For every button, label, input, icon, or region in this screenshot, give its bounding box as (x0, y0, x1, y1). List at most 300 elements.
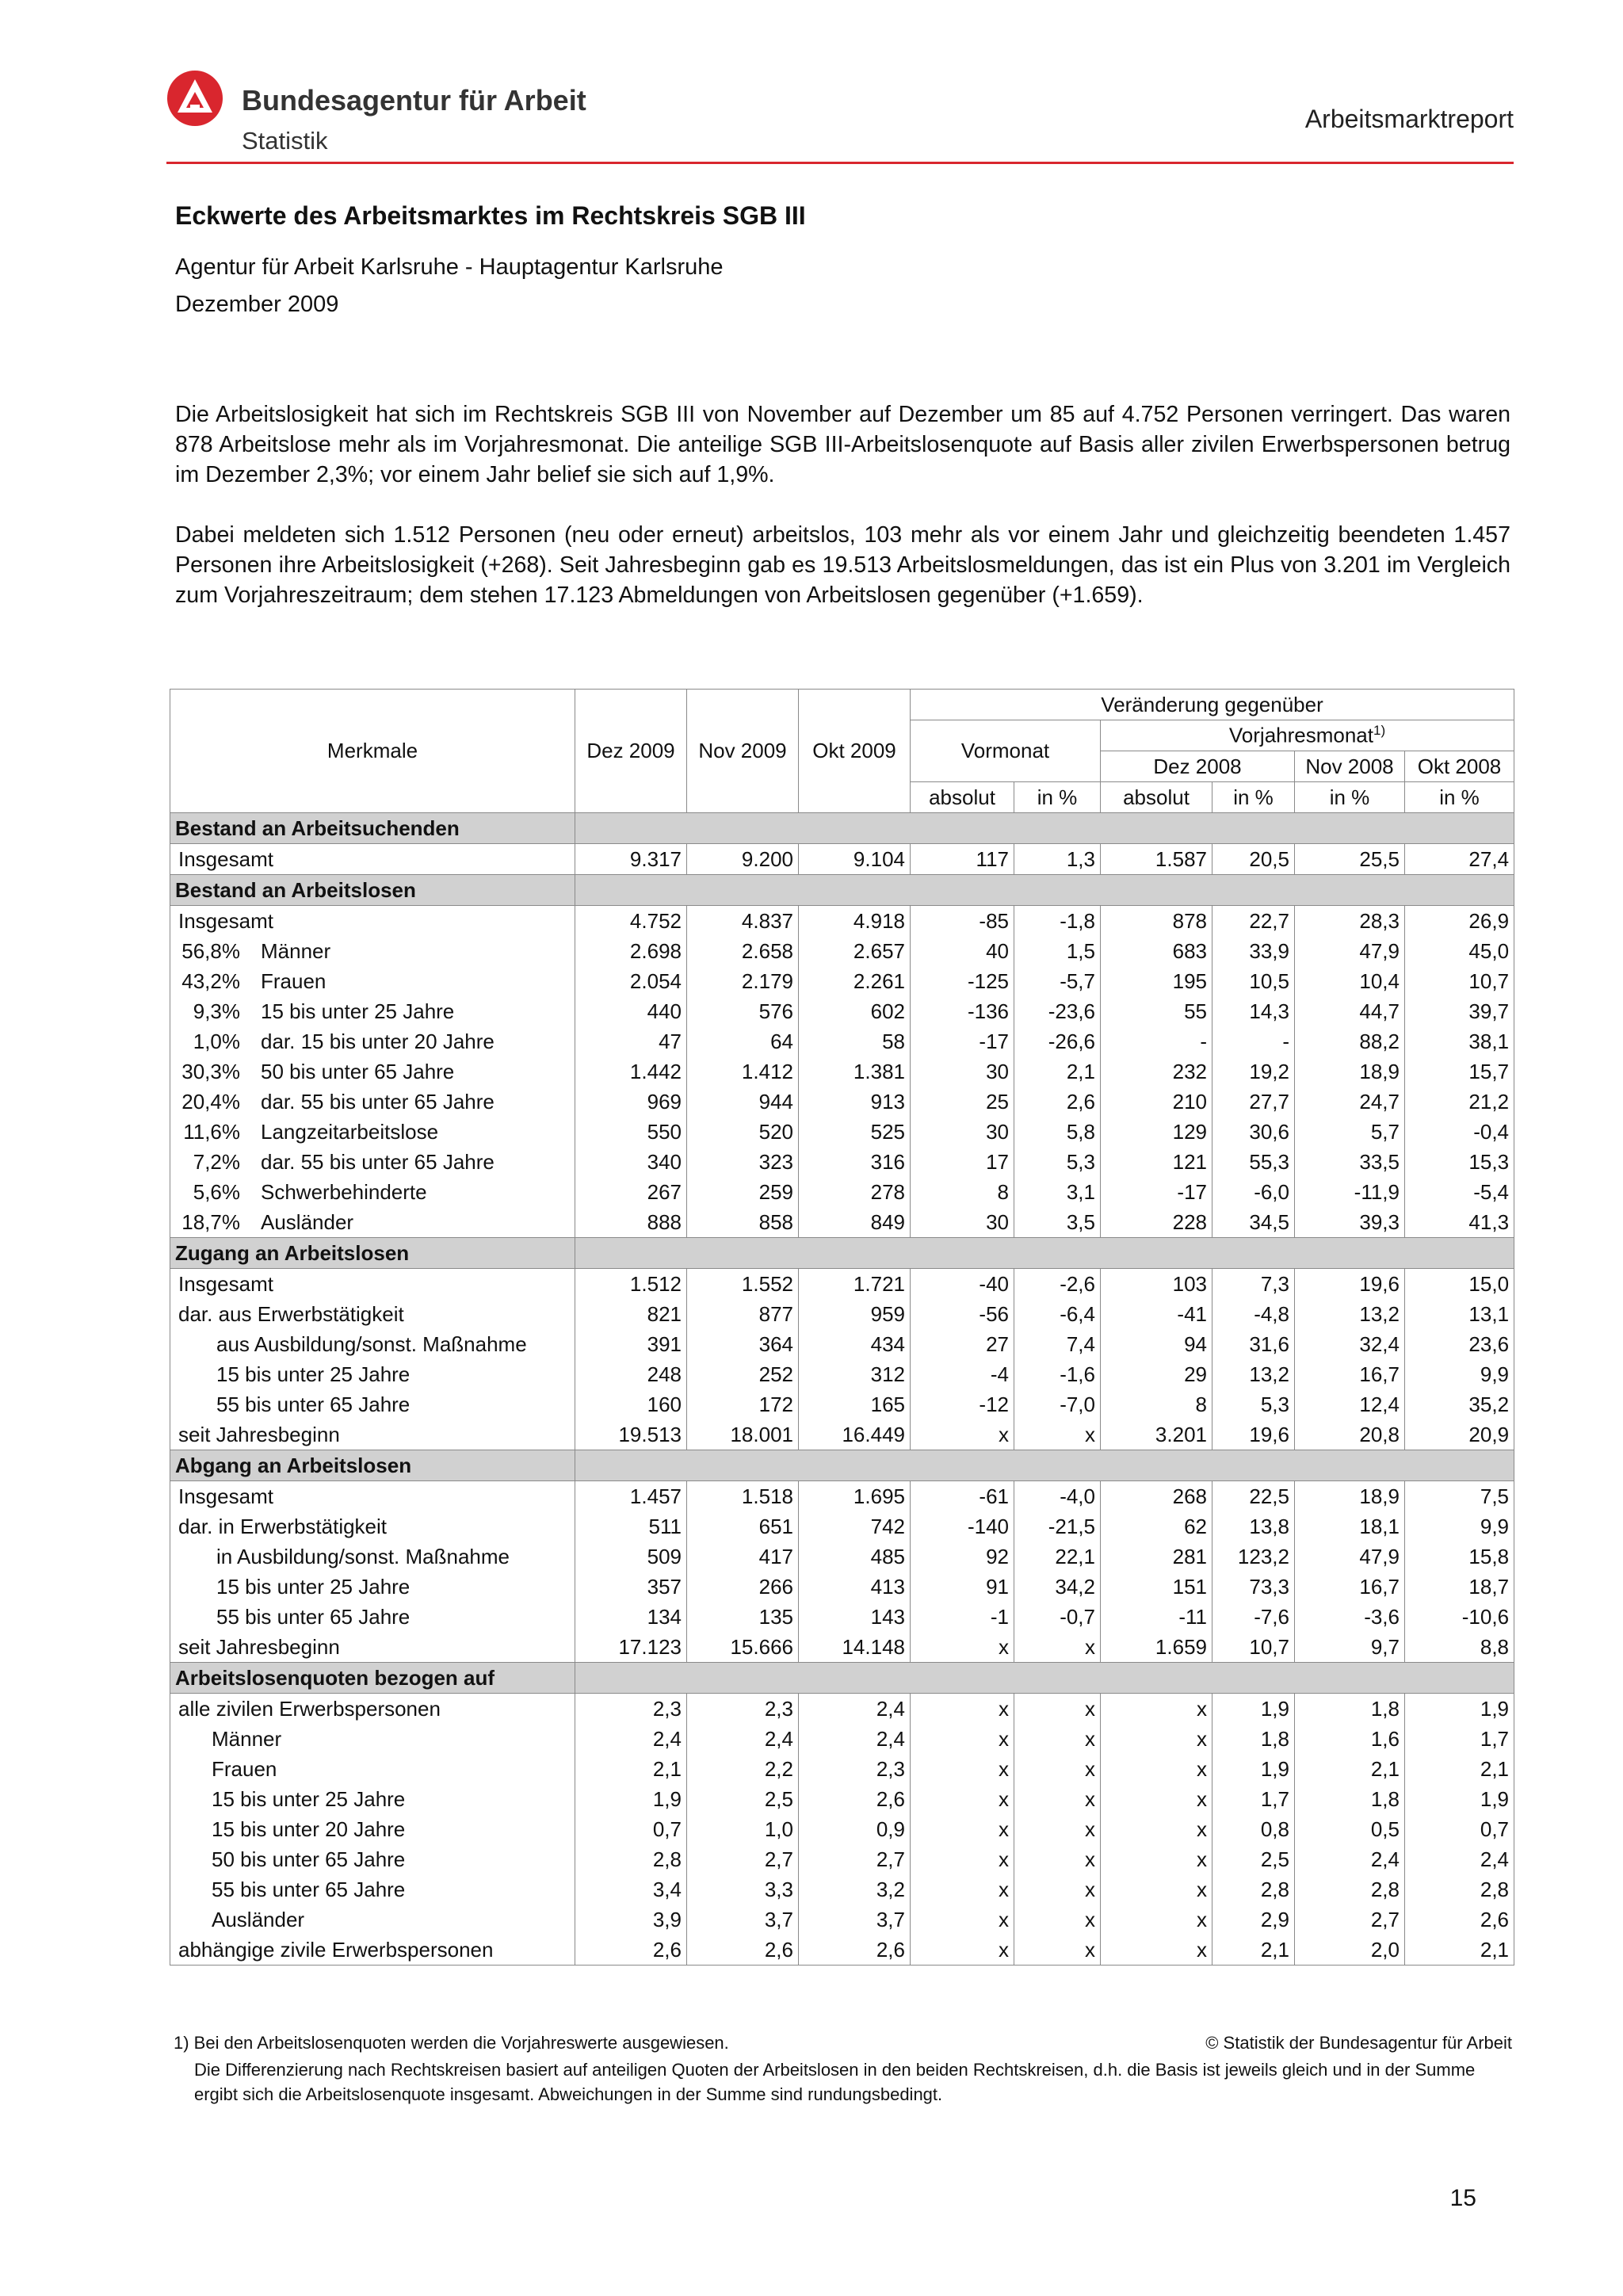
source-note: © Statistik der Bundesagentur für Arbeit (1205, 2033, 1512, 2053)
table-cell: x (1014, 1694, 1101, 1725)
row-label (170, 1632, 575, 1663)
table-cell: 12,4 (1295, 1389, 1405, 1419)
section-title: Bestand an Arbeitslosen (170, 875, 575, 906)
table-cell: x (911, 1724, 1014, 1754)
table-cell: x (1014, 1632, 1101, 1663)
section-header (170, 1238, 1514, 1269)
row-label (170, 1541, 575, 1572)
table-cell: -26,6 (1014, 1026, 1101, 1056)
report-month: Dezember 2009 (175, 292, 339, 317)
table-row (170, 1784, 1514, 1814)
table-cell: x (911, 1814, 1014, 1844)
table-cell: 135 (687, 1602, 799, 1632)
table-cell: 10,7 (1405, 966, 1514, 996)
org-subtitle: Statistik (242, 127, 328, 155)
row-label-text: Schwerbehinderte (261, 1179, 427, 1204)
table-cell: 5,7 (1295, 1117, 1405, 1147)
table-cell: 195 (1101, 966, 1212, 996)
table-cell: 0,8 (1212, 1814, 1295, 1844)
row-label (170, 906, 575, 937)
table-cell: 8 (1101, 1389, 1212, 1419)
table-cell: 22,1 (1014, 1541, 1101, 1572)
row-label-text: 15 bis unter 25 Jahre (261, 999, 455, 1023)
table-cell: 9,7 (1295, 1632, 1405, 1663)
table-cell: 27,4 (1405, 844, 1514, 875)
table-cell: 2,4 (1295, 1844, 1405, 1874)
table-row (170, 1754, 1514, 1784)
row-label-text: 50 bis unter 65 Jahre (261, 1059, 455, 1083)
table-cell: 16,7 (1295, 1572, 1405, 1602)
table-cell: 2.054 (575, 966, 687, 996)
table-cell: x (911, 1784, 1014, 1814)
row-label-text: Frauen (261, 968, 327, 993)
ba-logo-icon (166, 70, 223, 127)
table-cell: 2,9 (1212, 1904, 1295, 1935)
table-cell: 2,1 (1295, 1754, 1405, 1784)
table-cell: x (1014, 1419, 1101, 1450)
table-cell: 47,9 (1295, 936, 1405, 966)
row-share: 9,3% (193, 999, 240, 1023)
table-cell: -4,8 (1212, 1299, 1295, 1329)
table-cell: 602 (799, 996, 911, 1026)
table-row (170, 1419, 1514, 1450)
table-cell: 259 (687, 1177, 799, 1207)
table-cell: 17.123 (575, 1632, 687, 1663)
table-cell: 0,7 (575, 1814, 687, 1844)
table-cell: x (1101, 1814, 1212, 1844)
table-cell: 888 (575, 1207, 687, 1238)
table-cell: 858 (687, 1207, 799, 1238)
table-row (170, 1481, 1514, 1512)
row-label (170, 1904, 575, 1935)
table-cell: 28,3 (1295, 906, 1405, 937)
row-label (170, 1602, 575, 1632)
table-cell: 64 (687, 1026, 799, 1056)
row-label-text: 15 bis unter 20 Jahre (212, 1817, 406, 1841)
table-cell: 24,7 (1295, 1087, 1405, 1117)
table-cell: 0,7 (1405, 1814, 1514, 1844)
row-label (170, 1724, 575, 1754)
report-label: Arbeitsmarktreport (1304, 105, 1514, 133)
row-label-text: Insgesamt (178, 846, 273, 871)
row-share: 1,0% (193, 1029, 240, 1053)
table-cell: 2,6 (575, 1935, 687, 1966)
row-label-text: dar. in Erwerbstätigkeit (178, 1514, 388, 1538)
table-cell: -4 (911, 1359, 1014, 1389)
row-label (170, 1269, 575, 1300)
table-cell: 1,6 (1295, 1724, 1405, 1754)
table-cell: 228 (1101, 1207, 1212, 1238)
table-cell: -10,6 (1405, 1602, 1514, 1632)
table-cell: 19.513 (575, 1419, 687, 1450)
row-label (170, 1207, 575, 1238)
table-cell: 959 (799, 1299, 911, 1329)
table-cell: x (1101, 1784, 1212, 1814)
table-cell: 550 (575, 1117, 687, 1147)
table-cell: 2,8 (1405, 1874, 1514, 1904)
table-row (170, 1694, 1514, 1725)
table-cell: 15,7 (1405, 1056, 1514, 1087)
table-row (170, 1844, 1514, 1874)
table-cell: 232 (1101, 1056, 1212, 1087)
table-cell: 2,4 (575, 1724, 687, 1754)
table-cell: 45,0 (1405, 936, 1514, 966)
table-cell: -7,0 (1014, 1389, 1101, 1419)
table-cell: 13,2 (1295, 1299, 1405, 1329)
row-label-text: 55 bis unter 65 Jahre (216, 1392, 411, 1416)
table-cell: 14.148 (799, 1632, 911, 1663)
table-cell: 2,6 (799, 1784, 911, 1814)
row-label-text: 55 bis unter 65 Jahre (212, 1877, 406, 1901)
section-header (170, 1663, 1514, 1694)
table-cell: 2,4 (687, 1724, 799, 1754)
table-cell: 165 (799, 1389, 911, 1419)
table-cell: x (1014, 1935, 1101, 1966)
table-cell: 1.552 (687, 1269, 799, 1300)
table-cell: 877 (687, 1299, 799, 1329)
table-cell: -12 (911, 1389, 1014, 1419)
table-cell: 2,0 (1295, 1935, 1405, 1966)
row-label-text: Frauen (212, 1756, 277, 1781)
labor-market-table (170, 689, 1514, 1966)
header-nov-2009: Nov 2009 (687, 690, 799, 813)
table-row (170, 1541, 1514, 1572)
table-cell: 19,6 (1295, 1269, 1405, 1300)
table-cell: 357 (575, 1572, 687, 1602)
table-row (170, 1572, 1514, 1602)
row-label (170, 1935, 575, 1966)
table-cell: -7,6 (1212, 1602, 1295, 1632)
table-cell: 3,9 (575, 1904, 687, 1935)
table-cell: 2,8 (575, 1844, 687, 1874)
table-cell: 2,4 (799, 1724, 911, 1754)
table-cell: x (1101, 1694, 1212, 1725)
table-cell: 364 (687, 1329, 799, 1359)
table-row (170, 844, 1514, 875)
table-cell: 4.918 (799, 906, 911, 937)
table-cell: 16.449 (799, 1419, 911, 1450)
table-row (170, 1935, 1514, 1966)
table-cell: 30 (911, 1056, 1014, 1087)
row-label-text: dar. 55 bis unter 65 Jahre (261, 1089, 495, 1114)
table-cell: 33,9 (1212, 936, 1295, 966)
table-cell: 26,9 (1405, 906, 1514, 937)
table-row (170, 1632, 1514, 1663)
row-label-text: seit Jahresbeginn (178, 1422, 340, 1446)
table-cell: -23,6 (1014, 996, 1101, 1026)
table-cell: 2,1 (1014, 1056, 1101, 1087)
row-label-text: alle zivilen Erwerbspersonen (178, 1696, 441, 1721)
table-cell: 440 (575, 996, 687, 1026)
table-cell: 35,2 (1405, 1389, 1514, 1419)
row-label (170, 1511, 575, 1541)
table-cell: 2,8 (1212, 1874, 1295, 1904)
table-cell: x (1101, 1844, 1212, 1874)
table-row (170, 936, 1514, 966)
table-cell: x (1014, 1784, 1101, 1814)
table-cell: x (1101, 1904, 1212, 1935)
table-cell: 742 (799, 1511, 911, 1541)
table-cell: 3.201 (1101, 1419, 1212, 1450)
row-label (170, 1177, 575, 1207)
table-cell: 2,5 (1212, 1844, 1295, 1874)
table-cell: 13,1 (1405, 1299, 1514, 1329)
table-cell: -136 (911, 996, 1014, 1026)
table-cell: 3,2 (799, 1874, 911, 1904)
table-cell: 7,3 (1212, 1269, 1295, 1300)
table-cell: 316 (799, 1147, 911, 1177)
table-cell: 55,3 (1212, 1147, 1295, 1177)
row-label (170, 1147, 575, 1177)
row-label-text: Ausländer (212, 1907, 305, 1931)
table-cell: 9,9 (1405, 1359, 1514, 1389)
row-label-text: dar. aus Erwerbstätigkeit (178, 1301, 404, 1326)
table-cell: 1.412 (687, 1056, 799, 1087)
table-cell: 9.200 (687, 844, 799, 875)
header-in-pct: in % (1295, 782, 1405, 813)
table-cell: 25 (911, 1087, 1014, 1117)
row-share: 7,2% (193, 1149, 240, 1174)
table-cell: 9,9 (1405, 1511, 1514, 1541)
table-cell: 4.752 (575, 906, 687, 937)
header-okt-2008: Okt 2008 (1405, 751, 1514, 782)
table-cell: 3,4 (575, 1874, 687, 1904)
table-cell: x (1014, 1904, 1101, 1935)
table-cell: 1,9 (1405, 1784, 1514, 1814)
table-cell: 21,2 (1405, 1087, 1514, 1117)
row-label (170, 1572, 575, 1602)
table-cell: 391 (575, 1329, 687, 1359)
table-cell: 2.658 (687, 936, 799, 966)
table-cell: 1,7 (1405, 1724, 1514, 1754)
table-cell: 9.104 (799, 844, 911, 875)
table-cell: -6,4 (1014, 1299, 1101, 1329)
table-cell: -125 (911, 966, 1014, 996)
row-label (170, 1299, 575, 1329)
row-label (170, 1419, 575, 1450)
section-title: Bestand an Arbeitsuchenden (170, 813, 575, 844)
table-cell: x (911, 1904, 1014, 1935)
table-cell: 312 (799, 1359, 911, 1389)
table-cell: 485 (799, 1541, 911, 1572)
table-cell: 8 (911, 1177, 1014, 1207)
row-label (170, 936, 575, 966)
table-cell: -17 (1101, 1177, 1212, 1207)
table-cell: 38,1 (1405, 1026, 1514, 1056)
row-label-text: Langzeitarbeitslose (261, 1119, 439, 1144)
table-row (170, 1117, 1514, 1147)
table-cell: 2.698 (575, 936, 687, 966)
table-cell: x (911, 1874, 1014, 1904)
page-title: Eckwerte des Arbeitsmarktes im Rechtskreis SGB III (175, 201, 806, 230)
table-cell: 511 (575, 1511, 687, 1541)
table-cell: -1,8 (1014, 906, 1101, 937)
table-cell: 5,3 (1212, 1389, 1295, 1419)
table-cell: 121 (1101, 1147, 1212, 1177)
footnote-1: 1) Bei den Arbeitslosenquoten werden die Vorjahreswerte ausgewiesen. (174, 2033, 729, 2053)
table-cell: x (1101, 1935, 1212, 1966)
table-row (170, 1814, 1514, 1844)
row-label (170, 844, 575, 875)
table-cell: 22,7 (1212, 906, 1295, 937)
table-cell: 23,6 (1405, 1329, 1514, 1359)
footnote-2: Die Differenzierung nach Rechtskreisen basiert auf anteiligen Quoten der Arbeitslosen in den beiden Rechtskreisen, d.h. die Basis ist jeweils gleich und in der Summe ergibt sich die Arbeitslosenquote insgesamt. Abweichungen in der Summe sind rundungsbedingt. (194, 2060, 1476, 2104)
row-label-text: 50 bis unter 65 Jahre (212, 1847, 406, 1871)
table-cell: x (1014, 1814, 1101, 1844)
table-cell: x (911, 1935, 1014, 1966)
table-cell: 651 (687, 1511, 799, 1541)
table-cell: 1.659 (1101, 1632, 1212, 1663)
table-cell: 252 (687, 1359, 799, 1389)
row-label (170, 1814, 575, 1844)
table-cell: 3,7 (799, 1904, 911, 1935)
table-cell: -0,7 (1014, 1602, 1101, 1632)
header-veraenderung: Veränderung gegenüber (911, 690, 1514, 720)
summary-paragraph-1: Die Arbeitslosigkeit hat sich im Rechtskreis SGB III von November auf Dezember um 85 auf 4.752 Personen verringert. Das waren 878 Arbeitslose mehr als im Vorjahresmonat. Die anteilige SGB III-Arbeitslosenquote auf Basis aller zivilen Erwerbspersonen betrug im Dezember 2,3%; vor einem Jahr belief sie sich auf 1,9%. (175, 402, 1510, 487)
table-cell: 30 (911, 1207, 1014, 1238)
table-cell: 520 (687, 1117, 799, 1147)
row-label (170, 1026, 575, 1056)
table-cell: x (1101, 1874, 1212, 1904)
table-cell: 266 (687, 1572, 799, 1602)
table-cell: 27 (911, 1329, 1014, 1359)
table-cell: 969 (575, 1087, 687, 1117)
table-row (170, 1329, 1514, 1359)
table-cell: 18,1 (1295, 1511, 1405, 1541)
section-header (170, 813, 1514, 844)
page-header (166, 70, 1514, 165)
table-cell: 32,4 (1295, 1329, 1405, 1359)
table-cell: 248 (575, 1359, 687, 1389)
row-label (170, 1694, 575, 1725)
table-cell: -5,7 (1014, 966, 1101, 996)
table-cell: x (1014, 1754, 1101, 1784)
row-share: 20,4% (181, 1089, 240, 1114)
table-cell: 4.837 (687, 906, 799, 937)
table-cell: 30,6 (1212, 1117, 1295, 1147)
table-cell: 268 (1101, 1481, 1212, 1512)
table-cell: 18.001 (687, 1419, 799, 1450)
summary-paragraph-2: Dabei meldeten sich 1.512 Personen (neu oder erneut) arbeitslos, 103 mehr als vor einem Jahr und gleichzeitig beendeten 1.457 Personen ihre Arbeitslosigkeit (+268). Seit Jahresbeginn gab es 19.513 Arbeitslosmeldungen, das ist ein Plus von 3.201 im Vergleich zum Vorjahreszeitraum; dem stehen 17.123 Abmeldungen von Arbeitslosen gegenüber (+1.659). (175, 522, 1510, 608)
table-cell: 33,5 (1295, 1147, 1405, 1177)
table-cell: 7,4 (1014, 1329, 1101, 1359)
header-divider (166, 162, 1514, 164)
table-cell: 2,4 (799, 1694, 911, 1725)
table-cell: 18,9 (1295, 1056, 1405, 1087)
table-row (170, 906, 1514, 937)
row-label (170, 1754, 575, 1784)
header-vormonat: Vormonat (911, 720, 1101, 782)
table-row (170, 1602, 1514, 1632)
table-cell: 91 (911, 1572, 1014, 1602)
table-cell: x (911, 1754, 1014, 1784)
table-cell: -0,4 (1405, 1117, 1514, 1147)
row-label (170, 1329, 575, 1359)
table-cell: x (911, 1632, 1014, 1663)
table-cell: 878 (1101, 906, 1212, 937)
table-cell: 19,2 (1212, 1056, 1295, 1087)
header-in-pct: in % (1212, 782, 1295, 813)
table-cell: 278 (799, 1177, 911, 1207)
table-cell: 1.518 (687, 1481, 799, 1512)
table-cell: 1,8 (1295, 1784, 1405, 1814)
table-cell: -140 (911, 1511, 1014, 1541)
table-cell: 3,3 (687, 1874, 799, 1904)
row-label-text: in Ausbildung/sonst. Maßnahme (216, 1544, 510, 1568)
header-vorjahresmonat: Vorjahresmonat$^{1)}$ (1101, 720, 1514, 751)
table-cell: 2,7 (799, 1844, 911, 1874)
table-row (170, 1299, 1514, 1329)
table-cell: 123,2 (1212, 1541, 1295, 1572)
table-cell: 151 (1101, 1572, 1212, 1602)
table-cell: 1,9 (1405, 1694, 1514, 1725)
table-cell: 13,2 (1212, 1359, 1295, 1389)
table-cell: 18,9 (1295, 1481, 1405, 1512)
table-cell: 2,6 (1405, 1904, 1514, 1935)
table-header (170, 690, 1514, 813)
table-cell: 1,5 (1014, 936, 1101, 966)
table-cell: -11,9 (1295, 1177, 1405, 1207)
row-share: 11,6% (183, 1119, 240, 1144)
table-cell: 1,9 (575, 1784, 687, 1814)
table-row (170, 1269, 1514, 1300)
row-label (170, 1784, 575, 1814)
table-cell: 7,5 (1405, 1481, 1514, 1512)
table-row (170, 1511, 1514, 1541)
table-cell: 1,3 (1014, 844, 1101, 875)
row-label-text: 15 bis unter 25 Jahre (216, 1574, 411, 1599)
row-label (170, 1087, 575, 1117)
table-cell: -11 (1101, 1602, 1212, 1632)
table-row (170, 1874, 1514, 1904)
table-cell: 1,8 (1295, 1694, 1405, 1725)
table-cell: 31,6 (1212, 1329, 1295, 1359)
table-cell: 944 (687, 1087, 799, 1117)
table-row (170, 1147, 1514, 1177)
table-cell: 55 (1101, 996, 1212, 1026)
header-dez-2008: Dez 2008 (1101, 751, 1295, 782)
table-cell: 41,3 (1405, 1207, 1514, 1238)
org-name: Bundesagentur für Arbeit (242, 84, 586, 117)
row-label-text: 55 bis unter 65 Jahre (216, 1604, 411, 1629)
table-cell: -1,6 (1014, 1359, 1101, 1389)
table-cell: 62 (1101, 1511, 1212, 1541)
table-cell: 20,8 (1295, 1419, 1405, 1450)
table-cell: -17 (911, 1026, 1014, 1056)
table-cell: 172 (687, 1389, 799, 1419)
table-cell: -40 (911, 1269, 1014, 1300)
table-cell: 2,7 (687, 1844, 799, 1874)
table-cell: 18,7 (1405, 1572, 1514, 1602)
table-cell: x (1101, 1754, 1212, 1784)
table-cell: 19,6 (1212, 1419, 1295, 1450)
table-cell: 143 (799, 1602, 911, 1632)
table-cell: 913 (799, 1087, 911, 1117)
table-cell: 509 (575, 1541, 687, 1572)
section-title: Zugang an Arbeitslosen (170, 1238, 575, 1269)
table-cell: 8,8 (1405, 1632, 1514, 1663)
table-row (170, 1207, 1514, 1238)
table-cell: 2,6 (799, 1935, 911, 1966)
table-cell: -1 (911, 1602, 1014, 1632)
table-row (170, 996, 1514, 1026)
table-cell: 434 (799, 1329, 911, 1359)
table-cell: 20,5 (1212, 844, 1295, 875)
row-label-text: Insgesamt (178, 908, 273, 933)
row-label-text: seit Jahresbeginn (178, 1634, 340, 1659)
row-label-text: 15 bis unter 25 Jahre (216, 1362, 411, 1386)
row-label (170, 966, 575, 996)
